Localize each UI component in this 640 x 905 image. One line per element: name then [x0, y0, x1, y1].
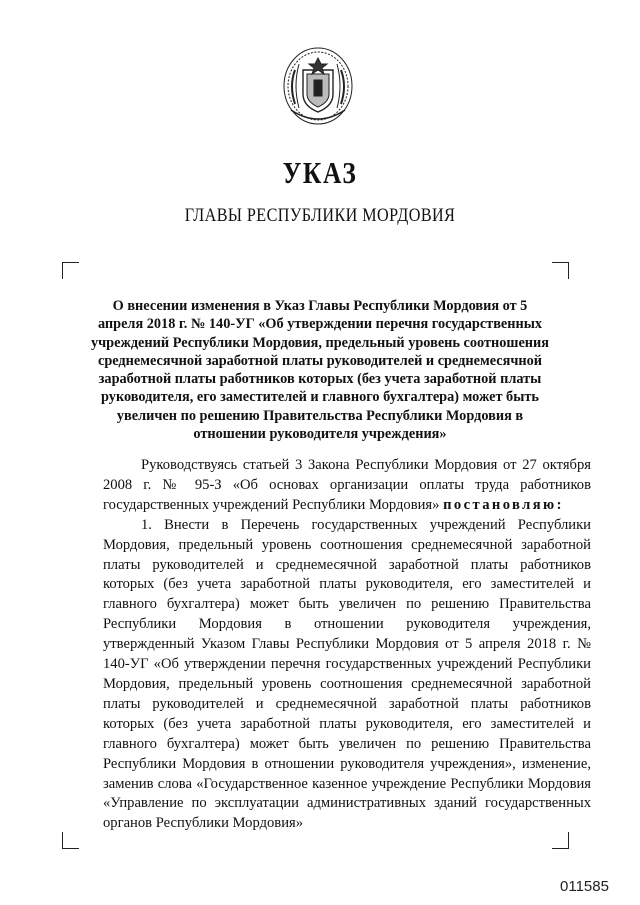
text-bracket-bottom-left — [62, 832, 79, 849]
clause-1-paragraph: 1. Внести в Перечень государственных учреждений Республики Мордовия, предельный уровень соотношения среднемесячной заработной платы руководителей и среднемесячной заработной платы работников которых (без учета заработной платы руководителя, его заместителей и главного бухгалтера) может быть увеличен по решению Правительства Республики Мордовия в отношении руководителя учреждения, утвержденный Указом Главы Республики Мордовия от 5 апреля 2018 г. № 140-УГ «Об утверждении перечня государственных учреждений Республики Мордовия, предельный уровень соотношения среднемесячной заработной платы руководителей и среднемесячной заработной платы работников которых (без учета заработной платы руководителя, его заместителей и главного бухгалтера) может быть увеличен по решению Правительства Республики Мордовия в отношении руководителя учреждения», изменение, заменив слова «Государственное казенное учреждение Республики Мордовия «Управление по эксплуатации административных зданий государственных органов Республики Мордовия» — [103, 516, 591, 832]
resolution-word: постановляю: — [443, 496, 564, 513]
coat-of-arms-icon — [281, 40, 355, 128]
document-serial-number: 011585 — [560, 878, 609, 895]
title-bracket-top-right — [552, 262, 569, 279]
preamble-text: Руководствуясь статьей 3 Закона Республики Мордовия от 27 октября 2008 г. № 95-З «Об основах организации оплаты труда работников государственных учреждений Республики Мордовия» — [103, 457, 591, 513]
document-type-heading: УКАЗ — [282, 155, 358, 190]
document-title: О внесении изменения в Указ Главы Республики Мордовия от 5 апреля 2018 г. № 140-УГ «Об утверждении перечня государственных учреждений Республики Мордовия, предельный уровень соотношения среднемесячной заработной платы руководителей и среднемесячной заработной платы работников которых (без учета заработной платы руководителя, его заместителей и главного бухгалтера) может быть увеличен по решению Правительства Республики Мордовия в отношении руководителя учреждения» — [90, 298, 550, 443]
text-bracket-bottom-right — [552, 832, 569, 849]
document-body — [103, 456, 591, 834]
preamble-paragraph — [103, 456, 591, 516]
title-bracket-top-left — [62, 262, 79, 279]
issuer-heading: ГЛАВЫ РЕСПУБЛИКИ МОРДОВИЯ — [184, 205, 456, 226]
